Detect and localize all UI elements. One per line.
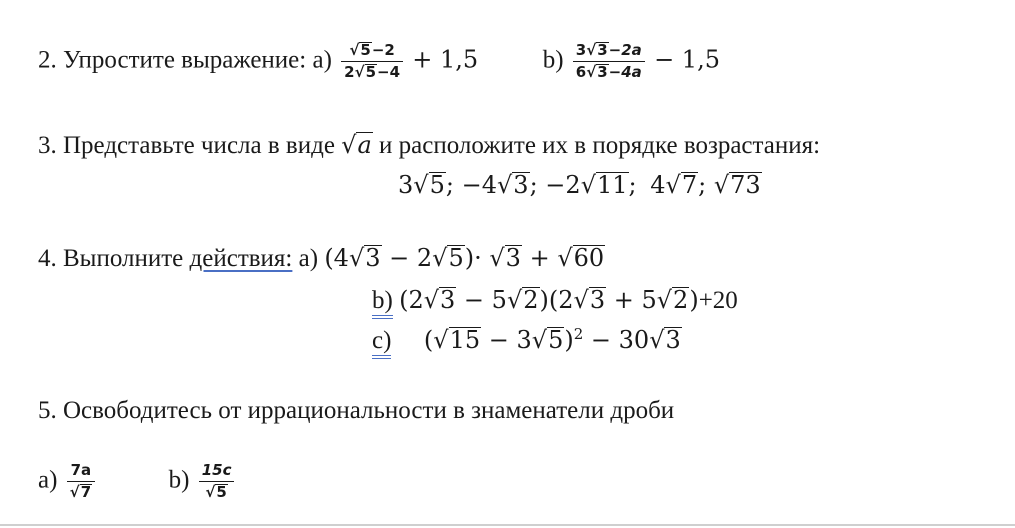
task-3-radical-a: √a <box>341 131 372 159</box>
task-2a-fraction <box>341 42 403 82</box>
task-2a-tail: + 1,5 <box>412 45 479 74</box>
task-4a-label: a) <box>298 245 319 272</box>
task-4b-label: b) <box>372 287 393 319</box>
task-3-item: −4√3; <box>461 171 538 199</box>
task-5b-denominator: √5 <box>205 483 227 502</box>
task-2a-denominator: 2√5−4 <box>344 63 401 82</box>
task-3-item: 4√7; <box>650 171 707 199</box>
task-5-line <box>38 398 674 423</box>
task-3-item: √73 <box>713 171 761 199</box>
task-4a-expression: (4√3 − 2√5)· √3 + √60 <box>324 244 605 272</box>
task-5b-fraction <box>199 462 235 502</box>
task-4c-label: c) <box>372 327 391 359</box>
task-5b-label: b) <box>168 466 190 494</box>
task-4-text: Выполните <box>63 245 184 272</box>
task-4b-tail: +20 <box>698 287 738 314</box>
task-3-text-before: Представьте числа в виде <box>63 132 335 159</box>
task-5-text: Освободитесь от иррациональности в знаменатели дроби <box>63 397 675 424</box>
task-2-line <box>38 42 720 82</box>
task-5-fractions <box>38 462 237 502</box>
task-3-line <box>38 132 820 158</box>
bottom-divider <box>0 524 1015 526</box>
task-3-text-after: и расположите их в порядке возрастания: <box>379 132 821 159</box>
task-2b-denominator: 6√3−4a <box>575 63 642 82</box>
task-5b-numerator: 15c <box>199 462 235 482</box>
task-2-text: Упростите выражение: <box>63 46 307 74</box>
task-4b-line <box>372 287 738 313</box>
task-5a-numerator: 7a <box>67 462 95 482</box>
task-4-text-underlined: действия: <box>189 245 293 272</box>
task-4-number: 4. <box>38 245 57 272</box>
task-2b-fraction <box>573 42 645 82</box>
task-2b-tail: − 1,5 <box>654 45 720 74</box>
task-5a-denominator: √7 <box>69 483 92 502</box>
task-3-item: −2√11; <box>545 171 637 199</box>
task-4c-line <box>372 327 682 353</box>
task-5a-label: a) <box>38 466 58 494</box>
task-2b-label: b) <box>542 46 564 74</box>
task-3-number: 3. <box>38 132 57 159</box>
task-3-numbers <box>398 172 762 198</box>
task-3-item: 3√5; <box>398 171 454 199</box>
task-5-number: 5. <box>38 397 57 424</box>
task-2b-numerator: 3√3−2a <box>573 42 645 62</box>
task-2a-numerator: √5−2 <box>341 42 403 62</box>
task-4a-line <box>38 245 605 271</box>
task-2-number: 2. <box>38 46 57 74</box>
task-4b-expression: (2√3 − 5√2)(2√3 + 5√2) <box>399 286 699 314</box>
task-4c-expression: $(√15 - 3√5)^2 - 30√3$ <box>423 325 681 354</box>
task-5a-fraction <box>67 462 95 502</box>
task-2a-label: a) <box>312 46 332 74</box>
